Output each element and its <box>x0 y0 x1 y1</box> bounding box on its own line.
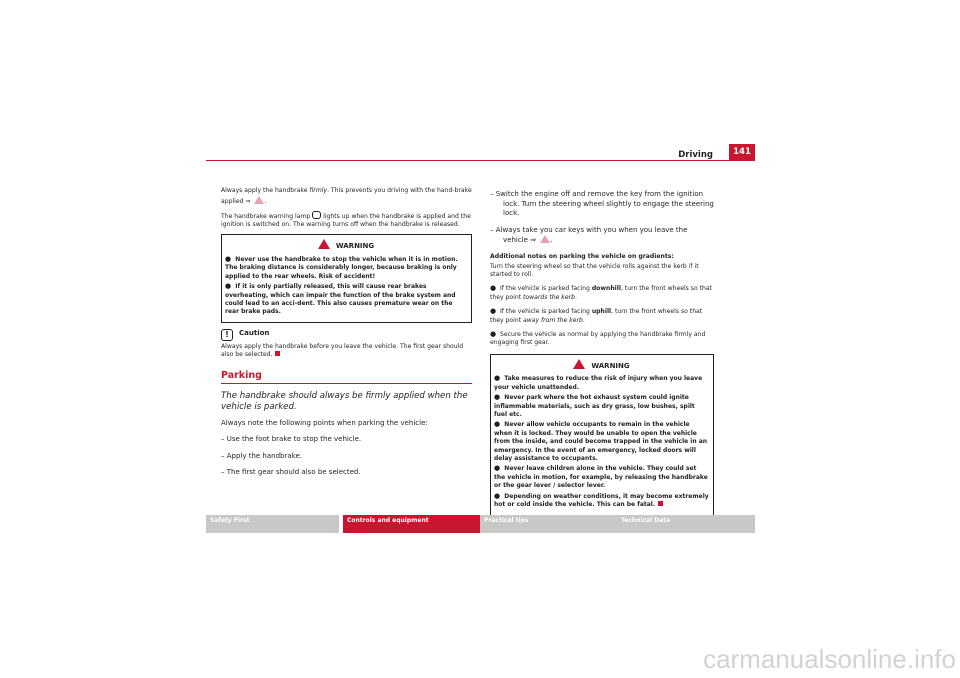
page-number: 141 <box>729 144 755 160</box>
warning-item: ● Take measures to reduce the risk of injury when you leave your vehicle unattended. <box>494 374 703 391</box>
warning-item: ● Never allow vehicle occupants to remain in the vehicle when it is locked. They would be unable to open the vehicle from the inside, and could become trapped in the vehicle in an emergency. In the event of an emergency, locked doors will delay assistance to occupants. <box>494 420 708 463</box>
uphill-note: ● If the vehicle is parked facing uphill, turn the front wheels so that they point away from the kerb. <box>490 306 703 324</box>
warning-item: ● Never use the handbrake to stop the vehicle when it is in motion. The braking distance is considerably longer, because braking is only applied to the rear wheels. Risk of accident! <box>225 254 458 280</box>
gradient-intro: Turn the steering wheel so that the vehicle rolls against the kerb if it started to roll. <box>490 262 699 279</box>
secure-note: ● Secure the vehicle as normal by applying the handbrake firmly and engaging first gear. <box>490 329 706 347</box>
gradient-heading: Additional notes on parking the vehicle on gradients: <box>490 252 674 260</box>
parking-step: – The first gear should also be selected. <box>221 468 361 477</box>
parking-step: – Apply the handbrake. <box>221 451 302 460</box>
caution-icon: ! <box>221 329 233 341</box>
footer-tab-practical-tips[interactable]: Practical tips <box>480 515 617 533</box>
warning-item: ● Never park where the hot exhaust system could ignite inflammable materials, such as dry grass, low bushes, spilt fuel etc. <box>494 393 695 419</box>
warning-box <box>490 354 714 516</box>
downhill-note: ● If the vehicle is parked facing downhill, turn the front wheels so that they point towards the kerb. <box>490 284 712 301</box>
warning-reference-icon <box>254 196 264 204</box>
caution-text: Always apply the handbrake before you leave the vehicle. The first gear should also be selected. <box>221 342 464 359</box>
intro-paragraph-2: The handbrake warning lamp lights up when the handbrake is applied and the ignition is switched on. The warning turns off when the handbrake is released. <box>221 212 471 229</box>
parking-step: – Switch the engine off and remove the key from the ignition lock. Turn the steering wheel slightly to engage the steering lock. <box>490 190 714 218</box>
warning-item: ● Never leave children alone in the vehicle. They could set the vehicle in motion, for example, by releasing the handbrake or the gear lever / selector lever. <box>494 464 708 490</box>
warning-triangle-icon <box>318 239 330 249</box>
footer-tab-controls-and-equipment[interactable]: Controls and equipment <box>343 515 480 533</box>
warning-item: ● If it is only partially released, this will cause rear brakes overheating, which can impair the function of the brake system and could lead to an acci-dent. This also causes premature wear on the rear brake pads. <box>225 282 456 316</box>
right-column <box>490 190 714 520</box>
section-title: Parking <box>221 372 472 384</box>
footer-tab-technical-data[interactable]: Technical Data <box>617 515 755 533</box>
header-rule <box>206 160 755 161</box>
end-marker <box>658 501 663 506</box>
warning-item: ● Depending on weather conditions, it may become extremely hot or cold inside the vehicle. This can be fatal. <box>494 491 709 509</box>
warning-box <box>221 234 472 322</box>
watermark: carmanualsonline.info <box>703 644 956 674</box>
parking-step: – Use the foot brake to stop the vehicle. <box>221 435 362 444</box>
section-subtitle: The handbrake should always be firmly applied when the vehicle is parked. <box>221 390 468 412</box>
warning-label: WARNING <box>591 361 630 370</box>
parking-intro: Always note the following points when parking the vehicle: <box>221 418 428 427</box>
end-marker <box>275 351 280 356</box>
caution-heading: ! Caution <box>221 329 472 341</box>
page-header-title: Driving <box>678 150 713 160</box>
intro-paragraph-1: Always apply the handbrake firmly. This prevents you driving with the hand-brake applied ⇒ . <box>221 187 472 205</box>
handbrake-lamp-icon <box>312 211 321 219</box>
footer-tab-safety-first[interactable]: Safety First <box>206 515 339 533</box>
left-column <box>221 187 472 485</box>
parking-step: – Always take you car keys with you when you leave the vehicle ⇒ . <box>490 225 688 245</box>
warning-triangle-icon <box>573 359 585 369</box>
warning-reference-icon <box>540 235 550 243</box>
warning-label: WARNING <box>335 242 375 251</box>
